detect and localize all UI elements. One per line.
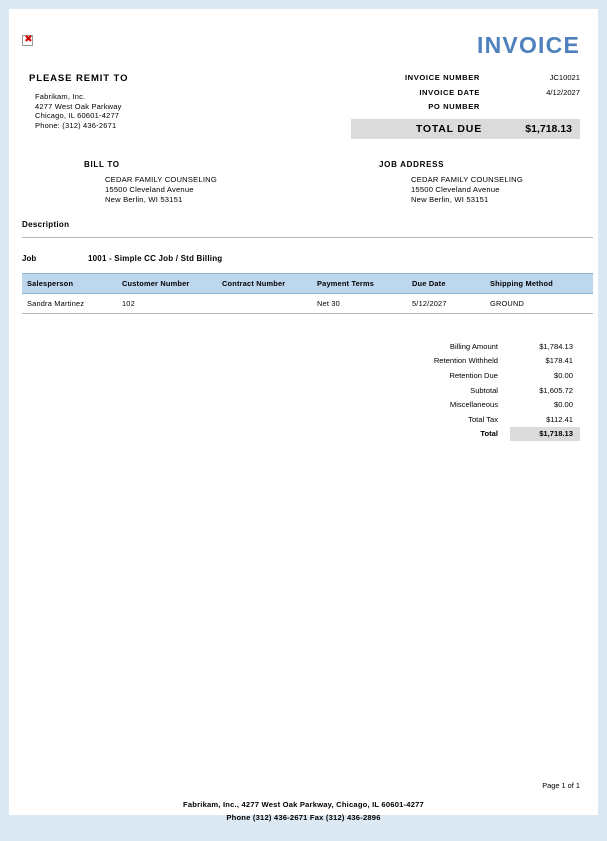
remit-to-heading: PLEASE REMIT TO [29, 73, 129, 84]
billing-amount-value: $1,784.13 [539, 341, 573, 351]
retention-withheld-value: $178.41 [545, 356, 573, 366]
total-tax-value: $112.41 [546, 414, 573, 424]
job-address-heading: JOB ADDRESS [379, 160, 445, 169]
totals-row-grand [320, 427, 580, 442]
job-address-block [411, 175, 523, 205]
page-number: Page 1 of 1 [542, 781, 580, 790]
footer-line-1: Fabrikam, Inc., 4277 West Oak Parkway, Chicago, IL 60601-4277 [183, 800, 424, 809]
description-heading: Description [22, 220, 70, 229]
remit-phone: Phone: (312) 436-2671 [35, 120, 117, 130]
column-header-contract-number: Contract Number [217, 274, 312, 294]
page-frame-top [0, 0, 607, 9]
page-frame-right [598, 0, 607, 841]
cell-shipping-method: GROUND [485, 294, 593, 314]
bill-to-address-line-2: New Berlin, WI 53151 [105, 195, 183, 204]
invoice-date-value: 4/12/2027 [546, 87, 580, 97]
totals-row [320, 412, 580, 427]
meta-row [280, 102, 580, 117]
totals-row [320, 397, 580, 412]
billing-amount-label: Billing Amount [449, 341, 498, 351]
job-address-line-1: 15500 Cleveland Avenue [411, 185, 500, 194]
cell-due-date: 5/12/2027 [407, 294, 485, 314]
table-row [22, 294, 593, 314]
column-header-due-date: Due Date [407, 274, 485, 294]
job-address-line-2: New Berlin, WI 53151 [411, 195, 489, 204]
bill-to-name: CEDAR FAMILY COUNSELING [105, 175, 217, 184]
remit-to-address [35, 92, 122, 130]
invoice-number-label: INVOICE NUMBER [404, 73, 480, 82]
column-header-salesperson: Salesperson [22, 274, 117, 294]
invoice-sheet [9, 9, 598, 822]
totals-row [320, 383, 580, 398]
total-label: Total [480, 429, 498, 439]
job-address-name: CEDAR FAMILY COUNSELING [411, 175, 523, 184]
subtotal-value: $1,605.72 [539, 385, 573, 395]
footer-line-2: Phone (312) 436-2671 Fax (312) 436-2896 [226, 813, 381, 822]
detail-table [22, 273, 593, 314]
page-footer [9, 798, 598, 824]
job-label: Job [22, 254, 37, 263]
remit-address-line-1: 4277 West Oak Parkway [35, 101, 122, 111]
job-value: 1001 - Simple CC Job / Std Billing [88, 254, 223, 263]
broken-image-icon: ✖ [22, 35, 33, 46]
meta-row [280, 88, 580, 103]
invoice-number-value: JC10021 [549, 73, 580, 82]
cell-payment-terms: Net 30 [312, 294, 407, 314]
subtotal-label: Subtotal [470, 385, 498, 395]
column-header-customer-number: Customer Number [117, 274, 217, 294]
table-header-row [22, 274, 593, 294]
cell-contract-number [217, 294, 312, 314]
meta-row [280, 73, 580, 88]
page-frame-left [0, 0, 9, 841]
miscellaneous-label: Miscellaneous [449, 400, 498, 410]
total-value: $1,718.13 [510, 427, 580, 442]
retention-due-value: $0.00 [553, 370, 573, 380]
total-due-band [351, 119, 580, 139]
miscellaneous-value: $0.00 [553, 400, 573, 410]
total-tax-label: Total Tax [468, 414, 498, 424]
totals-row [320, 339, 580, 354]
cell-salesperson: Sandra Martinez [22, 294, 117, 314]
bill-to-address [105, 175, 217, 205]
totals-row [320, 354, 580, 369]
remit-company: Fabrikam, Inc. [35, 92, 86, 101]
invoice-meta [280, 73, 580, 117]
totals-block [320, 339, 580, 441]
po-number-label: PO NUMBER [428, 102, 480, 111]
invoice-date-label: INVOICE DATE [419, 87, 480, 97]
cell-customer-number: 102 [117, 294, 217, 314]
total-due-value: $1,718.13 [525, 123, 572, 135]
bill-to-heading: BILL TO [84, 160, 120, 169]
total-due-label: TOTAL DUE [415, 123, 482, 135]
page-title: INVOICE [477, 32, 580, 58]
retention-withheld-label: Retention Withheld [433, 356, 498, 366]
bill-to-address-line-1: 15500 Cleveland Avenue [105, 185, 194, 194]
retention-due-label: Retention Due [449, 370, 498, 380]
column-header-payment-terms: Payment Terms [312, 274, 407, 294]
description-divider [22, 237, 593, 238]
totals-row [320, 368, 580, 383]
remit-address-line-2: Chicago, IL 60601-4277 [35, 111, 120, 121]
column-header-shipping-method: Shipping Method [485, 274, 593, 294]
